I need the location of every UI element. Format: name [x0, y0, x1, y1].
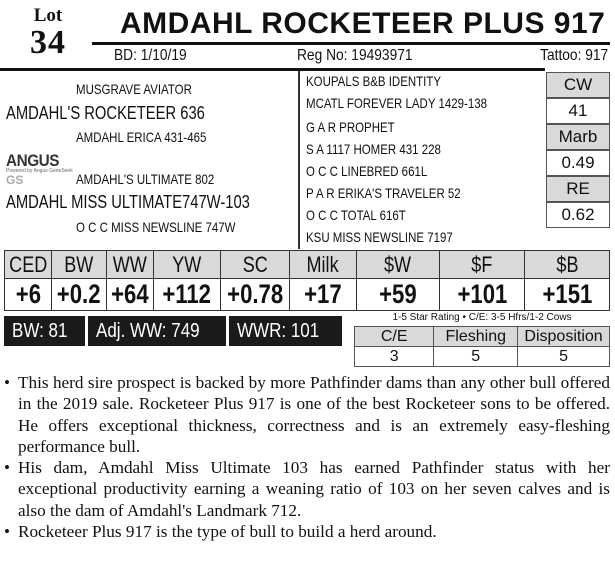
birth-weight: BW: 81 [4, 316, 85, 346]
pedigree-line: O C C LINEBRED 661L [306, 163, 428, 179]
epd-header-row [5, 251, 610, 279]
epd-value: +59 [356, 279, 440, 311]
angus-logo-text: ANGUS [6, 151, 60, 170]
rating-header-row [355, 327, 610, 347]
epd-value: +0.2 [52, 279, 106, 311]
epd-value: +112 [153, 279, 220, 311]
epd-header: Milk [290, 251, 356, 279]
tattoo: Tattoo: 917 [539, 46, 608, 64]
birth-date: BD: 1/10/19 [114, 46, 187, 64]
epd-value: +6 [5, 279, 52, 311]
pedigree-line: P A R ERIKA'S TRAVELER 52 [306, 185, 461, 201]
rating-value-row [355, 347, 610, 367]
epd-header: BW [52, 251, 106, 279]
rating-value: 3 [355, 347, 434, 367]
rating-value: 5 [434, 347, 518, 367]
pedigree-line: KOUPALS B&B IDENTITY [306, 73, 442, 89]
lot-label: Lot [33, 5, 63, 26]
epd-value: +101 [440, 279, 525, 311]
epd-header: SC [221, 251, 290, 279]
rating-value: 5 [518, 347, 610, 367]
re-value: 0.62 [546, 202, 610, 228]
pedigree-line: G A R PROPHET [306, 119, 395, 135]
epd-value-row [5, 279, 610, 311]
epd-value: +0.78 [221, 279, 290, 311]
cw-header: CW [546, 72, 610, 98]
angus-gs-logo [6, 151, 78, 187]
epd-value: +151 [525, 279, 610, 311]
adjusted-weaning-weight: Adj. WW: 749 [88, 316, 226, 346]
re-header: RE [546, 176, 610, 202]
epd-header: $B [525, 251, 610, 279]
epd-value: +17 [290, 279, 356, 311]
epd-table [4, 250, 610, 311]
pedigree-dam-sire: AMDAHL'S ULTIMATE 802 [76, 171, 215, 187]
pedigree [0, 68, 545, 246]
pedigree-sire-dam: AMDAHL ERICA 431-465 [76, 129, 207, 145]
epd-header: $W [356, 251, 440, 279]
comment-bullet: • Rocketeer Plus 917 is the type of bull to build a herd around. [4, 521, 610, 542]
pedigree-line: KSU MISS NEWSLINE 7197 [306, 229, 453, 245]
marb-value: 0.49 [546, 150, 610, 176]
pedigree-dam: AMDAHL MISS ULTIMATE747W-103 [6, 192, 250, 212]
rating-header: Fleshing [434, 327, 518, 347]
pedigree-line: O C C TOTAL 616T [306, 207, 406, 223]
comment-bullet: • This herd sire prospect is backed by more Pathfinder dams than any other bull offered in the 2019 sale. Rocketeer Plus 917 is one of the best Rocketeer sons to be offered. He offers exceptional thickness, correctness and is an extremely easy-fleshing performance bull. [4, 372, 610, 457]
animal-name: AMDAHL ROCKETEER PLUS 917 [120, 7, 606, 40]
weaning-weight-ratio: WWR: 101 [229, 316, 342, 346]
pedigree-line: S A 1117 HOMER 431 228 [306, 141, 441, 157]
epd-value: +64 [106, 279, 153, 311]
pedigree-sire-side [0, 71, 296, 249]
registration-number: Reg No: 19493971 [296, 46, 413, 64]
marb-header: Marb [546, 124, 610, 150]
rating-note: 1-5 Star Rating • C/E: 3-5 Hfrs/1-2 Cows [392, 312, 572, 323]
animal-info-row [92, 42, 610, 66]
epd-header: YW [153, 251, 220, 279]
cw-value: 41 [546, 98, 610, 124]
pedigree-dam-dam: O C C MISS NEWSLINE 747W [76, 219, 236, 235]
pedigree-line: MCATL FOREVER LADY 1429-138 [306, 95, 487, 111]
rating-header: Disposition [518, 327, 610, 347]
rating-table [354, 326, 610, 367]
pedigree-sire: AMDAHL'S ROCKETEER 636 [6, 103, 205, 123]
lot-number: 34 [30, 24, 66, 61]
pedigree-sire-sire: MUSGRAVE AVIATOR [76, 81, 192, 97]
pedigree-dam-side [298, 71, 544, 249]
epd-header: CED [5, 251, 52, 279]
rating-header: C/E [355, 327, 434, 347]
comment-bullet: • His dam, Amdahl Miss Ultimate 103 has earned Pathfinder status with her exceptional productivity earning a weaning ratio of 103 on her seven calves and is also the dam of Amdahl's Landmark 712. [4, 457, 610, 521]
lot-badge [6, 6, 90, 64]
carcass-epds [546, 72, 610, 228]
epd-header: WW [106, 251, 153, 279]
angus-logo-suffix: GS [6, 173, 24, 187]
epd-header: $F [440, 251, 525, 279]
angus-logo-tagline: Powered by Angus GeneSeek [6, 168, 73, 174]
performance-bar [4, 316, 342, 346]
comments [4, 372, 610, 542]
